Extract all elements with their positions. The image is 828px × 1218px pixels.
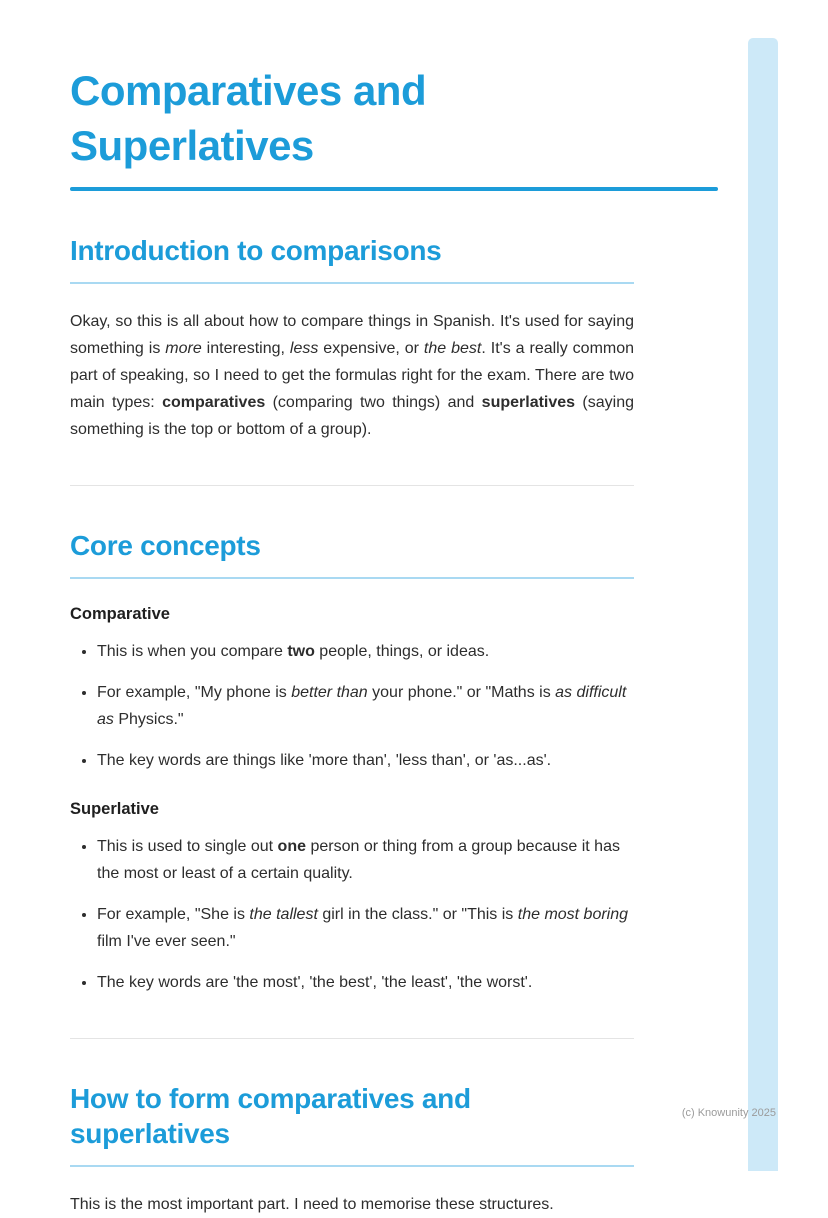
subheading-superlative: Superlative	[70, 800, 159, 819]
section-heading-introduction: Introduction to comparisons	[70, 233, 634, 284]
superlative-list	[70, 833, 634, 996]
section-introduction	[70, 233, 634, 443]
section-core-concepts	[70, 528, 634, 996]
section-divider	[70, 1038, 634, 1039]
list-item: • This is used to single out one person or thing from a group because it has the most or least of a certain quality.	[97, 833, 634, 887]
title-divider	[70, 187, 718, 191]
content-column	[70, 64, 634, 1218]
list-item: • The key words are things like 'more than', 'less than', or 'as...as'.	[97, 747, 634, 774]
list-item: • For example, "She is the tallest girl in the class." or "This is the most boring film I've ever seen."	[97, 901, 634, 955]
list-item: • The key words are 'the most', 'the best', 'the least', 'the worst'.	[97, 969, 634, 996]
comparative-list	[70, 638, 634, 774]
footer-credit: (c) Knowunity 2025	[681, 1107, 776, 1119]
decorative-side-strip	[748, 38, 778, 1171]
page-title: Comparatives and Superlatives	[70, 67, 427, 169]
section-heading-how-to-form: How to form comparatives and superlatives	[70, 1081, 634, 1167]
section-divider	[70, 485, 634, 486]
list-item: • This is when you compare two people, things, or ideas.	[97, 638, 634, 665]
list-item: • For example, "My phone is better than your phone." or "Maths is as difficult as Physics."	[97, 679, 634, 733]
section-how-to-form	[70, 1081, 634, 1218]
section-heading-core-concepts: Core concepts	[70, 528, 634, 579]
form-paragraph: This is the most important part. I need to memorise these structures.	[70, 1196, 554, 1214]
intro-paragraph: Okay, so this is all about how to compare things in Spanish. It's used for saying something is more interesting, less expensive, or the best. It's a really common part of speaking, so I need to get the formulas right for the exam. There are two main types: comparatives (comparing two things) and superlatives (saying something is the top or bottom of a group).	[70, 313, 635, 439]
subheading-comparative: Comparative	[70, 605, 170, 624]
